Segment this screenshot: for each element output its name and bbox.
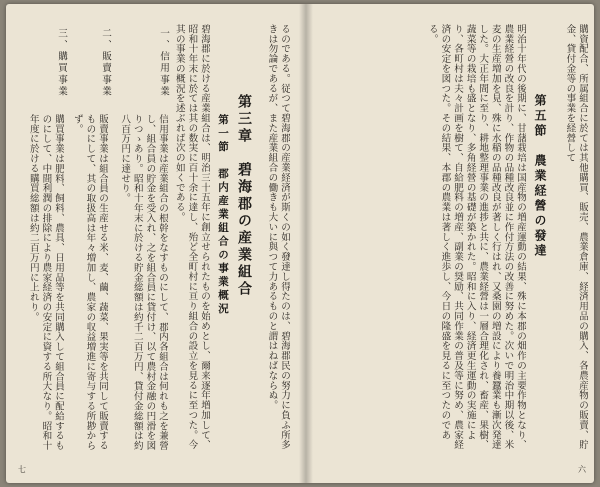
item-label-purchase: 三、購買事業 [56, 28, 67, 98]
item-text-credit: 信用事業は産業組合の根幹をなすものにして、郡内各組合は何れも之を兼營し、組合員の貯金を受入れ、之を組合員に貸付け、以て農村金融の円滑を図りつゝあり。昭和十年末に於ける貯金総額は約千二百万円、貸付金総額は約八百万円に達せり。 [119, 114, 168, 451]
left-section-title: 第一節 郡内産業組合の事業概況 [217, 114, 229, 317]
open-book-scan [6, 4, 594, 483]
right-page-top-text: 購資配合、所属組合に於ては其他購買、販売、農業倉庫、経済用品の購入、各農産物の販賣、貯金、貸付金等の事業を経營して [564, 24, 588, 450]
right-page-body: 明治十年代の後期に、甘藷栽培は国産物の増産運動の結果、殊に本郡の畑作の主要作物となり、農業経營の改良を計り、作物の品種改良並に作付方法の改善に努めた。次いで明治中期以後、米麦の生産増加を見、殊に水稲の品種改良が著しく行はれ、又桑園の増設により養蠶業も漸次発達した。大正年間に至り、耕地整理事業の進捗と共に、農業経營は一層合理化され、畜産、果樹、蔬菜等の栽培も盛となり、多角経營の基礎が築かれた。昭和に入り、経済更生運動の実施により、各町村は夫々計画を樹て、自給肥料の増産、副業の奨励、共同作業の普及等に努め、農家経済の安定を図つた。その結果、本郡の農業は著しく進歩し、今日の隆盛を見るに至つたのである。 [426, 24, 526, 450]
right-page [310, 4, 594, 483]
right-section-title: 第五節 農業経營の發達 [533, 94, 547, 259]
left-page-paragraph: 碧海郡に於ける産業組合は、明治三十五年に創立せられたものを始めとし、爾来逐年増加して、昭和十年末に於ては其の数実に百十余に達し、殆ど全町村に亘り組合の設立を見るに至つた。今其の事業の概況を述ぶれば次の如くである。 [173, 24, 210, 450]
left-page [6, 4, 298, 483]
item-text-sales: 販賣事業は組合員の生産せる米、麦、繭、蔬菜、果実等を共同して販賣するものにして、其の取扱高は年々増加し、農家の収益増進に寄与する所尠からず。 [71, 114, 108, 451]
left-page-intro: るのである。従つて碧海郡の産業経済が斯くの如く發達し得たのは、碧海郡民の努力に負ふ所多きは勿論であるが、また産業組合の働きも大いに與つて力あるものと謂はねばならぬ。 [266, 24, 290, 450]
item-text-purchase: 購買事業は肥料、飼料、農具、日用品等を共同購入して組合員に配給するものにして、中間利潤の排除により農家経済の安定に資する所大なり。昭和十年度に於ける購買総額は約二百万円に上れり。 [27, 114, 64, 451]
item-label-credit: 一、信用事業 [158, 28, 169, 98]
right-page-number: 六 [578, 465, 586, 474]
chapter-title: 第三章 碧海郡の産業組合 [236, 94, 252, 298]
left-page-number: 七 [18, 465, 26, 474]
book-gutter [299, 4, 313, 483]
item-label-sales: 二、販賣事業 [100, 28, 111, 98]
